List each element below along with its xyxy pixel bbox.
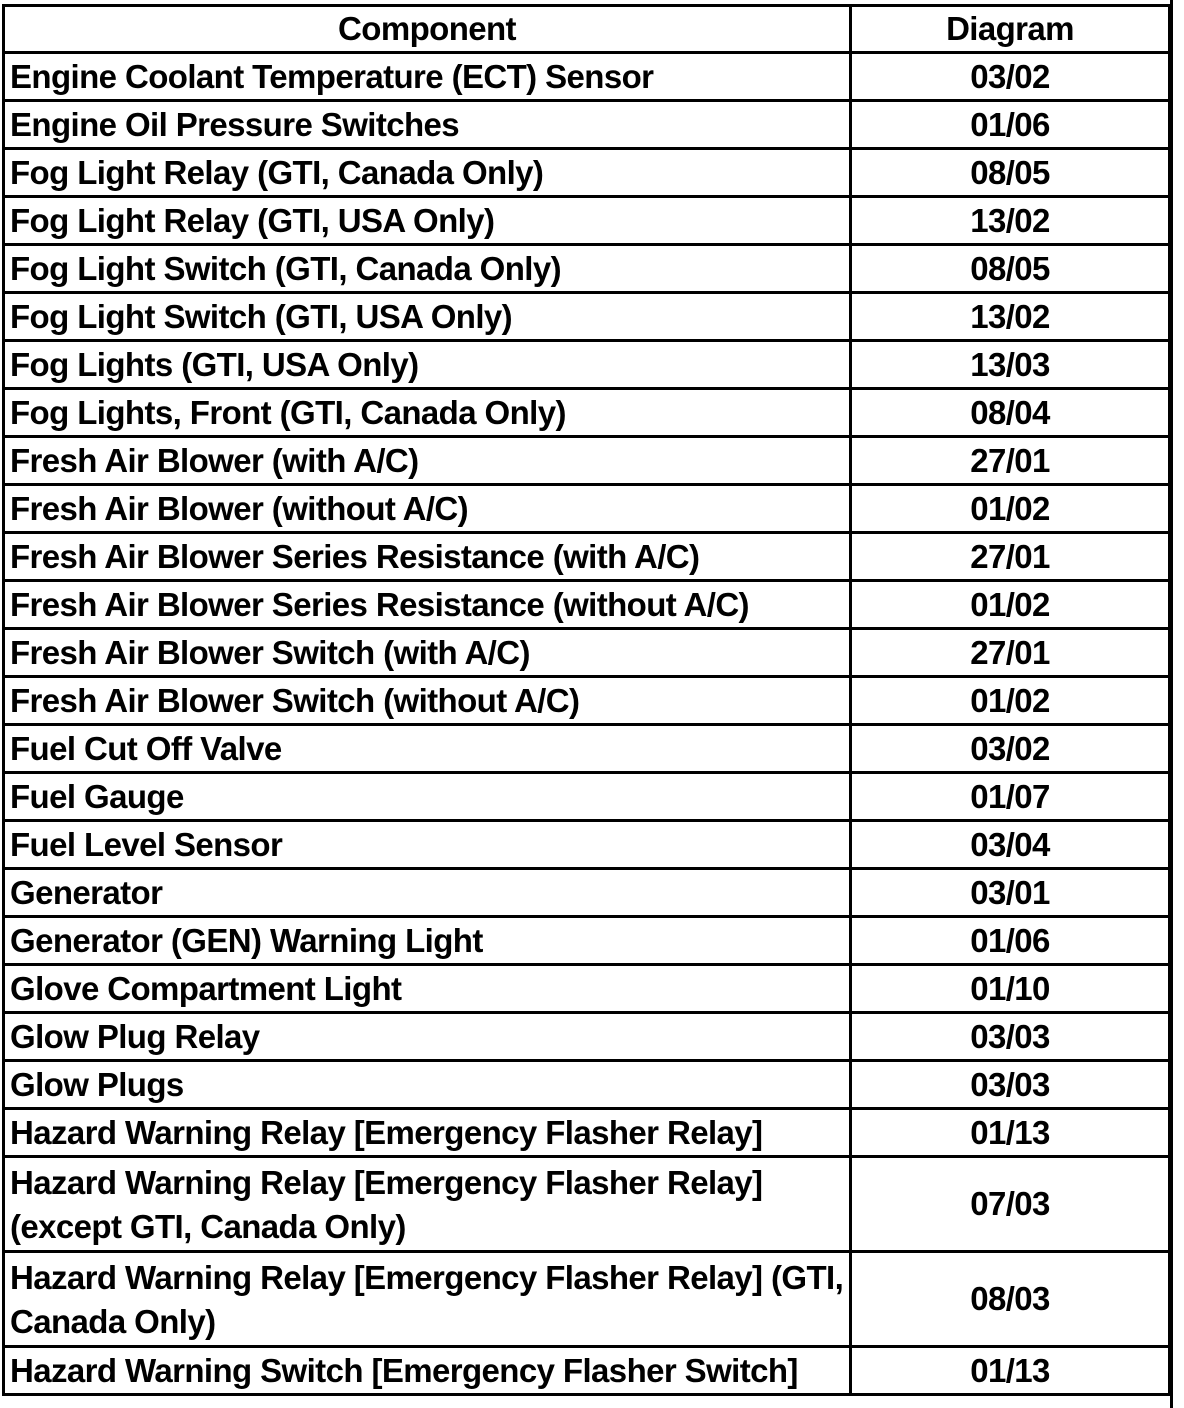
- diagram-cell: 01/02: [851, 581, 1170, 629]
- table-row: [4, 965, 1170, 1013]
- component-cell: Fog Light Switch (GTI, Canada Only): [4, 245, 851, 293]
- diagram-cell: 08/05: [851, 245, 1170, 293]
- table-row: [4, 341, 1170, 389]
- table-row: [4, 389, 1170, 437]
- diagram-cell: 01/10: [851, 965, 1170, 1013]
- diagram-cell: 03/02: [851, 725, 1170, 773]
- table-row: [4, 773, 1170, 821]
- table-row: [4, 533, 1170, 581]
- component-cell: Fuel Level Sensor: [4, 821, 851, 869]
- component-cell: Engine Coolant Temperature (ECT) Sensor: [4, 53, 851, 101]
- diagram-cell: 01/13: [851, 1347, 1170, 1395]
- diagram-cell: 01/02: [851, 485, 1170, 533]
- diagram-cell: 13/02: [851, 197, 1170, 245]
- table-row: [4, 149, 1170, 197]
- diagram-cell: 01/07: [851, 773, 1170, 821]
- diagram-cell: 13/03: [851, 341, 1170, 389]
- component-cell: Hazard Warning Relay [Emergency Flasher Relay] (GTI, Canada Only): [4, 1252, 851, 1347]
- component-cell: Generator: [4, 869, 851, 917]
- table-row: [4, 869, 1170, 917]
- component-cell: Fog Lights, Front (GTI, Canada Only): [4, 389, 851, 437]
- diagram-cell: 03/02: [851, 53, 1170, 101]
- component-cell: Hazard Warning Relay [Emergency Flasher Relay]: [4, 1109, 851, 1157]
- table-row: [4, 917, 1170, 965]
- table-row: [4, 725, 1170, 773]
- component-cell: Fresh Air Blower Switch (without A/C): [4, 677, 851, 725]
- diagram-cell: 03/04: [851, 821, 1170, 869]
- component-cell: Engine Oil Pressure Switches: [4, 101, 851, 149]
- component-cell: Fresh Air Blower Switch (with A/C): [4, 629, 851, 677]
- diagram-cell: 13/02: [851, 293, 1170, 341]
- page-edge-rule: [1170, 0, 1173, 1408]
- diagram-cell: 03/03: [851, 1013, 1170, 1061]
- diagram-cell: 01/02: [851, 677, 1170, 725]
- component-cell: Glow Plugs: [4, 1061, 851, 1109]
- table-row: [4, 293, 1170, 341]
- page: [2, 0, 1168, 1408]
- table-row: [4, 677, 1170, 725]
- component-cell: Glow Plug Relay: [4, 1013, 851, 1061]
- component-cell: Fuel Gauge: [4, 773, 851, 821]
- table-row: [4, 245, 1170, 293]
- diagram-cell: 01/13: [851, 1109, 1170, 1157]
- component-cell: Generator (GEN) Warning Light: [4, 917, 851, 965]
- table-row: [4, 629, 1170, 677]
- diagram-cell: 08/04: [851, 389, 1170, 437]
- component-cell: Hazard Warning Switch [Emergency Flasher Switch]: [4, 1347, 851, 1395]
- component-cell: Glove Compartment Light: [4, 965, 851, 1013]
- component-cell: Fresh Air Blower (without A/C): [4, 485, 851, 533]
- diagram-cell: 27/01: [851, 533, 1170, 581]
- diagram-cell: 03/03: [851, 1061, 1170, 1109]
- diagram-cell: 01/06: [851, 917, 1170, 965]
- diagram-cell: 08/03: [851, 1252, 1170, 1347]
- component-cell: Fresh Air Blower Series Resistance (with A/C): [4, 533, 851, 581]
- diagram-cell: 01/06: [851, 101, 1170, 149]
- table-row: [4, 581, 1170, 629]
- component-cell: Fresh Air Blower (with A/C): [4, 437, 851, 485]
- component-cell: Fuel Cut Off Valve: [4, 725, 851, 773]
- diagram-cell: 27/01: [851, 629, 1170, 677]
- table-row: [4, 53, 1170, 101]
- diagram-cell: 27/01: [851, 437, 1170, 485]
- table-row: [4, 101, 1170, 149]
- table-row: [4, 1061, 1170, 1109]
- table-row: [4, 1013, 1170, 1061]
- component-cell: Fog Light Relay (GTI, USA Only): [4, 197, 851, 245]
- component-cell: Hazard Warning Relay [Emergency Flasher Relay] (except GTI, Canada Only): [4, 1157, 851, 1252]
- diagram-cell: 07/03: [851, 1157, 1170, 1252]
- column-header-diagram: Diagram: [851, 6, 1170, 53]
- component-cell: Fresh Air Blower Series Resistance (without A/C): [4, 581, 851, 629]
- table-row: [4, 1252, 1170, 1347]
- table-row: [4, 437, 1170, 485]
- table-row: [4, 821, 1170, 869]
- header-row: [4, 6, 1170, 53]
- component-diagram-table: [2, 4, 1171, 1396]
- component-cell: Fog Light Relay (GTI, Canada Only): [4, 149, 851, 197]
- table-row: [4, 1109, 1170, 1157]
- column-header-component: Component: [4, 6, 851, 53]
- table-row: [4, 1347, 1170, 1395]
- component-cell: Fog Light Switch (GTI, USA Only): [4, 293, 851, 341]
- table-row: [4, 1157, 1170, 1252]
- diagram-cell: 03/01: [851, 869, 1170, 917]
- diagram-cell: 08/05: [851, 149, 1170, 197]
- table-row: [4, 485, 1170, 533]
- table-row: [4, 197, 1170, 245]
- component-cell: Fog Lights (GTI, USA Only): [4, 341, 851, 389]
